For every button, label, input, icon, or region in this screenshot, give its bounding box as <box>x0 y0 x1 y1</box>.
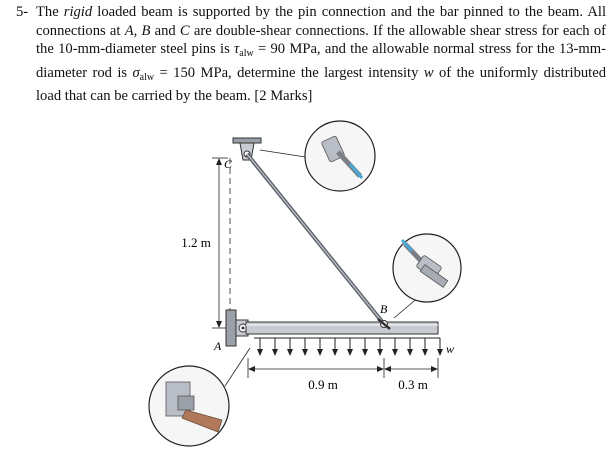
load-arrowhead <box>437 349 443 356</box>
load-arrowhead <box>302 349 308 356</box>
leader-c <box>260 150 312 158</box>
dim-arrow-top <box>216 158 222 165</box>
problem-body: The rigid loaded beam is supported by the pin connection and the bar pinned to the beam. All connections at A, B and C are double-shear connections. If the allowable shear stress for each of the 10-mm-diameter steel pins is $\tau_{alw} = 90$ MPa, and the allowable normal stress for the 13-mm-diameter rod is $\sigma_{alw} = 150$ MPa, determine the largest intensity w of the uniformly distributed load that can be carried by the beam. [2 Marks] <box>36 4 607 105</box>
dim-right-label: 0.3 m <box>398 377 428 392</box>
load-arrowhead <box>287 349 293 356</box>
load-arrowhead <box>332 349 338 356</box>
tau-subscript: alw <box>239 48 254 60</box>
distributed-load <box>254 338 443 356</box>
wall-bracket <box>226 310 236 346</box>
load-arrowhead <box>377 349 383 356</box>
label-b: B <box>380 302 388 316</box>
dim-left-label: 0.9 m <box>308 377 338 392</box>
detail-photo-a <box>149 348 250 446</box>
label-a: A <box>214 339 222 353</box>
dim-arrow <box>248 366 255 372</box>
dim-arrow <box>384 366 391 372</box>
dim-arrow-bottom <box>216 321 222 328</box>
beam-diagram <box>0 120 614 461</box>
pin-a-center <box>242 327 245 330</box>
clevis-shape <box>178 396 194 410</box>
load-arrowhead <box>392 349 398 356</box>
load-arrowhead <box>407 349 413 356</box>
load-arrowhead <box>317 349 323 356</box>
beam <box>246 322 438 334</box>
dim-height-label: 1.2 m <box>181 235 211 250</box>
emphasis-rigid: rigid <box>63 4 93 20</box>
load-arrowhead <box>257 349 263 356</box>
var-ab: A, B <box>124 22 151 39</box>
label-c: C <box>224 157 233 171</box>
detail-photo-c <box>305 121 375 191</box>
load-arrowhead <box>272 349 278 356</box>
dim-arrow <box>377 366 384 372</box>
load-arrowhead <box>347 349 353 356</box>
sigma-symbol: σ <box>132 64 140 81</box>
label-w: w <box>446 342 455 356</box>
load-arrowhead <box>362 349 368 356</box>
ceiling-plate <box>233 138 261 143</box>
tau-symbol: τ <box>234 41 240 58</box>
sigma-subscript: alw <box>139 71 155 83</box>
beam-figure <box>0 120 614 461</box>
detail-photo-b <box>393 234 461 302</box>
leader-a <box>225 348 250 386</box>
var-c: C <box>179 22 190 39</box>
load-arrowhead <box>422 349 428 356</box>
problem-number: 5- <box>16 4 29 20</box>
dim-arrow <box>431 366 438 372</box>
var-w: w <box>423 64 434 81</box>
problem-statement <box>16 3 606 106</box>
